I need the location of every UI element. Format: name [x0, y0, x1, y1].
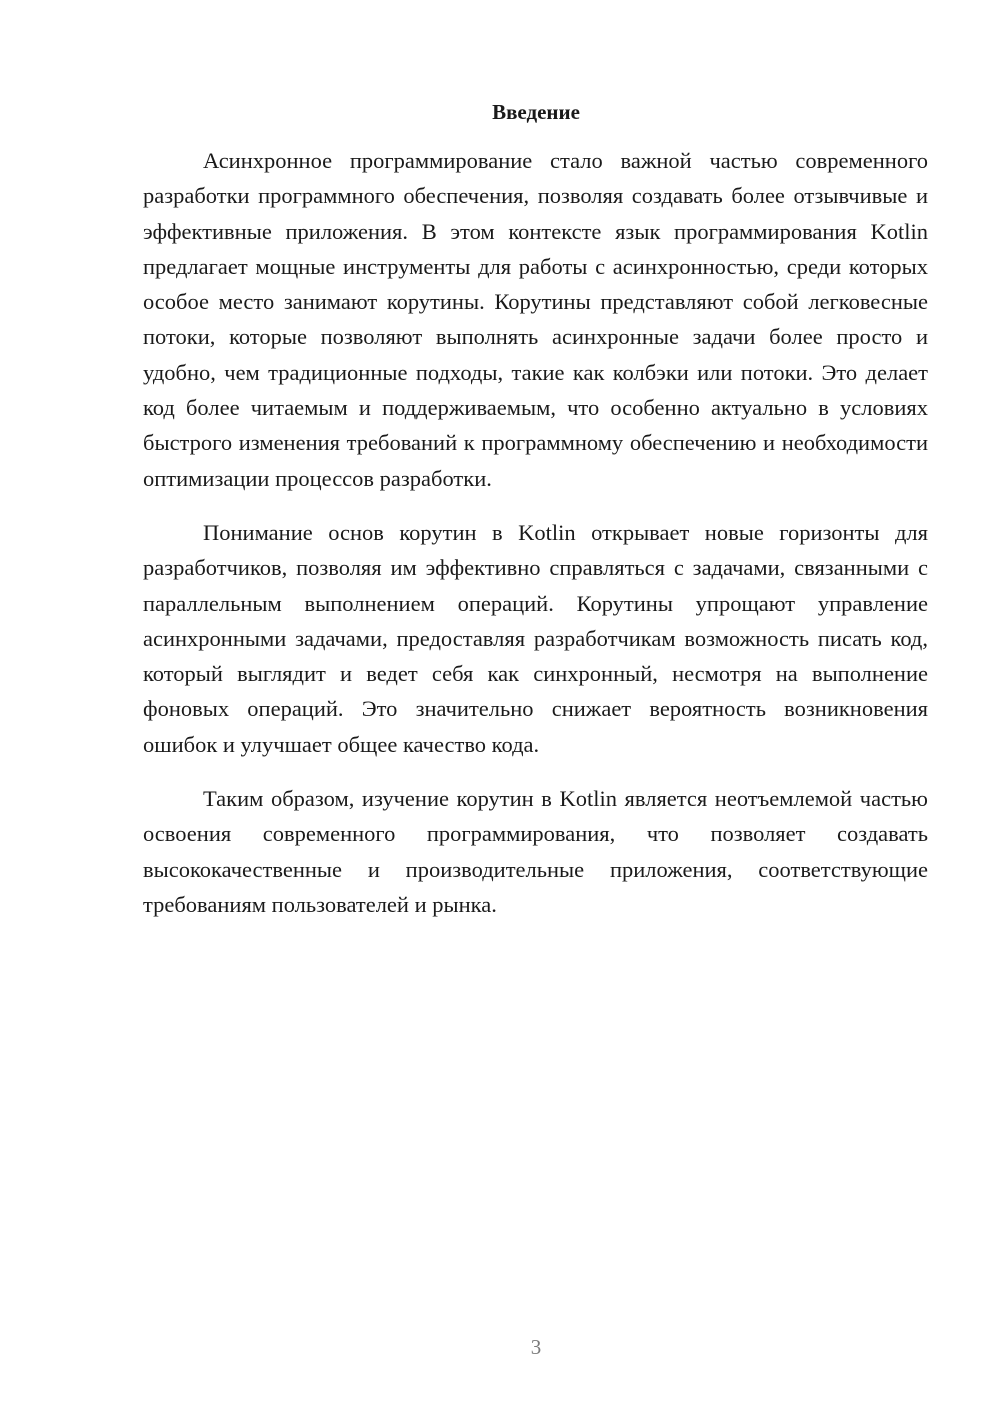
paragraph-3: Таким образом, изучение корутин в Kotlin является неотъемлемой частью освоения современного программирования, что позволяет создавать высококачественные и производительные приложения, соответствующие требованиям пользователей и рынка.: [143, 786, 928, 917]
page-number: 3: [530, 1335, 542, 1359]
paragraph-2: Понимание основ корутин в Kotlin открывает новые горизонты для разработчиков, позволяя им эффективно справляться с задачами, связанными с параллельным выполнением операций. Корутины упрощают управление асинхронными задачами, предоставляя разработчикам возможность писать код, который выглядит и ведет себя как синхронный, несмотря на выполнение фоновых операций. Это значительно снижает вероятность возникновения ошибок и улучшает общее качество кода.: [143, 519, 928, 757]
section-title: Введение: [492, 100, 580, 124]
body-text: [143, 143, 928, 922]
paragraph-1: Асинхронное программирование стало важной частью современного разработки программного обеспечения, позволяя создавать более отзывчивые и эффективные приложения. В этом контексте язык программирования Kotlin предлагает мощные инструменты для работы с асинхронностью, среди которых особое место занимают корутины. Корутины представляют собой легковесные потоки, которые позволяют выполнять асинхронные задачи более просто и удобно, чем традиционные подходы, такие как колбэки или потоки. Это делает код более читаемым и поддерживаемым, что особенно актуально в условиях быстрого изменения требований к программному обеспечению и необходимости оптимизации процессов разработки.: [143, 148, 928, 491]
